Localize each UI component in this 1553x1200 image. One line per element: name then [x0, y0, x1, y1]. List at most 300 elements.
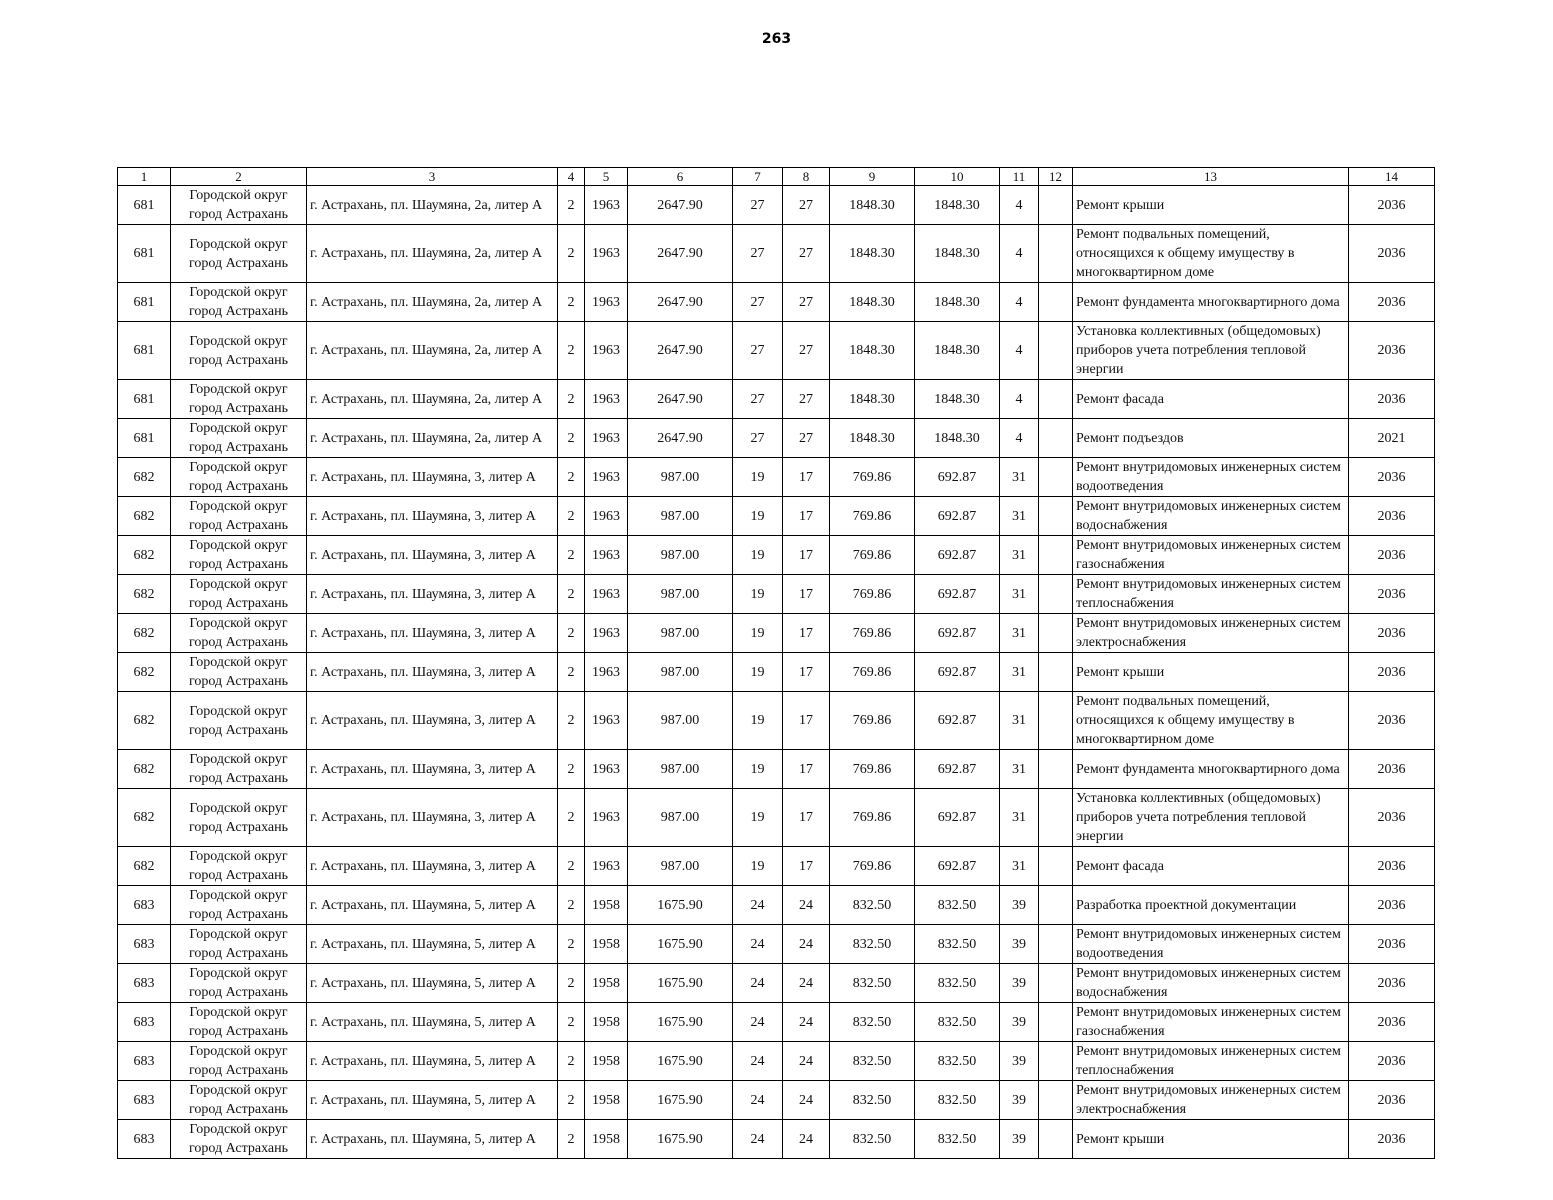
municipality-cell: Городской округ город Астрахань: [171, 1120, 307, 1159]
col-4-value-cell: 2: [558, 283, 585, 322]
col-11-value-cell: 4: [1000, 283, 1039, 322]
plan-year-cell: 2021: [1349, 419, 1435, 458]
col-10-value-cell: 692.87: [915, 614, 1000, 653]
municipality-cell: Городской округ город Астрахань: [171, 536, 307, 575]
col-7-value-cell: 19: [733, 789, 783, 847]
address-cell: г. Астрахань, пл. Шаумяна, 3, литер А: [307, 458, 558, 497]
col-11-value-cell: 39: [1000, 1042, 1039, 1081]
municipality-cell: Городской округ город Астрахань: [171, 458, 307, 497]
col-7-value-cell: 24: [733, 964, 783, 1003]
work-type-cell: Ремонт фундамента многоквартирного дома: [1073, 750, 1349, 789]
address-cell: г. Астрахань, пл. Шаумяна, 5, литер А: [307, 886, 558, 925]
table-row: [118, 789, 1435, 847]
build-year-cell: 1963: [585, 225, 628, 283]
address-cell: г. Астрахань, пл. Шаумяна, 2а, литер А: [307, 419, 558, 458]
row-number-cell: 682: [118, 653, 171, 692]
col-8-value-cell: 17: [783, 789, 830, 847]
col-8-value-cell: 17: [783, 536, 830, 575]
header-cell-8: 8: [783, 168, 830, 186]
col-12-value-cell: [1039, 653, 1073, 692]
col-6-value-cell: 987.00: [628, 458, 733, 497]
municipality-cell: Городской округ город Астрахань: [171, 322, 307, 380]
plan-year-cell: 2036: [1349, 964, 1435, 1003]
col-11-value-cell: 4: [1000, 186, 1039, 225]
col-12-value-cell: [1039, 886, 1073, 925]
page-number: 263: [761, 31, 792, 47]
col-6-value-cell: 2647.90: [628, 186, 733, 225]
table-row: [118, 847, 1435, 886]
col-9-value-cell: 769.86: [830, 653, 915, 692]
col-8-value-cell: 27: [783, 283, 830, 322]
table-row: [118, 536, 1435, 575]
col-12-value-cell: [1039, 458, 1073, 497]
work-type-cell: Ремонт подъездов: [1073, 419, 1349, 458]
build-year-cell: 1963: [585, 283, 628, 322]
table-row: [118, 614, 1435, 653]
col-9-value-cell: 769.86: [830, 750, 915, 789]
col-6-value-cell: 2647.90: [628, 322, 733, 380]
col-7-value-cell: 27: [733, 186, 783, 225]
col-11-value-cell: 39: [1000, 886, 1039, 925]
plan-year-cell: 2036: [1349, 458, 1435, 497]
row-number-cell: 683: [118, 886, 171, 925]
col-10-value-cell: 832.50: [915, 925, 1000, 964]
header-cell-12: 12: [1039, 168, 1073, 186]
address-cell: г. Астрахань, пл. Шаумяна, 3, литер А: [307, 575, 558, 614]
col-7-value-cell: 24: [733, 1120, 783, 1159]
row-number-cell: 683: [118, 1081, 171, 1120]
col-6-value-cell: 987.00: [628, 653, 733, 692]
address-cell: г. Астрахань, пл. Шаумяна, 2а, литер А: [307, 322, 558, 380]
row-number-cell: 681: [118, 322, 171, 380]
col-10-value-cell: 692.87: [915, 789, 1000, 847]
col-4-value-cell: 2: [558, 653, 585, 692]
col-6-value-cell: 1675.90: [628, 1081, 733, 1120]
header-cell-6: 6: [628, 168, 733, 186]
build-year-cell: 1958: [585, 1003, 628, 1042]
col-7-value-cell: 19: [733, 458, 783, 497]
table-row: [118, 653, 1435, 692]
col-12-value-cell: [1039, 964, 1073, 1003]
col-6-value-cell: 2647.90: [628, 225, 733, 283]
table-row: [118, 186, 1435, 225]
col-10-value-cell: 832.50: [915, 1042, 1000, 1081]
table-row: [118, 750, 1435, 789]
table-row: [118, 1003, 1435, 1042]
work-type-cell: Ремонт подвальных помещений, относящихся к общему имуществу в многоквартирном доме: [1073, 692, 1349, 750]
col-10-value-cell: 692.87: [915, 653, 1000, 692]
col-9-value-cell: 1848.30: [830, 225, 915, 283]
col-10-value-cell: 692.87: [915, 575, 1000, 614]
header-cell-14: 14: [1349, 168, 1435, 186]
col-4-value-cell: 2: [558, 1081, 585, 1120]
municipality-cell: Городской округ город Астрахань: [171, 380, 307, 419]
col-7-value-cell: 24: [733, 886, 783, 925]
table-row: [118, 692, 1435, 750]
col-9-value-cell: 1848.30: [830, 322, 915, 380]
row-number-cell: 683: [118, 925, 171, 964]
plan-year-cell: 2036: [1349, 575, 1435, 614]
plan-year-cell: 2036: [1349, 380, 1435, 419]
col-9-value-cell: 832.50: [830, 1042, 915, 1081]
col-9-value-cell: 769.86: [830, 692, 915, 750]
municipality-cell: Городской округ город Астрахань: [171, 964, 307, 1003]
table-row: [118, 1042, 1435, 1081]
plan-year-cell: 2036: [1349, 1003, 1435, 1042]
plan-year-cell: 2036: [1349, 1081, 1435, 1120]
header-cell-1: 1: [118, 168, 171, 186]
municipality-cell: Городской округ город Астрахань: [171, 1081, 307, 1120]
col-9-value-cell: 832.50: [830, 886, 915, 925]
col-10-value-cell: 692.87: [915, 692, 1000, 750]
address-cell: г. Астрахань, пл. Шаумяна, 5, литер А: [307, 925, 558, 964]
build-year-cell: 1963: [585, 419, 628, 458]
municipality-cell: Городской округ город Астрахань: [171, 750, 307, 789]
col-4-value-cell: 2: [558, 458, 585, 497]
col-8-value-cell: 27: [783, 380, 830, 419]
col-10-value-cell: 832.50: [915, 1120, 1000, 1159]
col-9-value-cell: 832.50: [830, 1081, 915, 1120]
col-10-value-cell: 1848.30: [915, 322, 1000, 380]
address-cell: г. Астрахань, пл. Шаумяна, 3, литер А: [307, 692, 558, 750]
address-cell: г. Астрахань, пл. Шаумяна, 2а, литер А: [307, 225, 558, 283]
table-row: [118, 1081, 1435, 1120]
col-9-value-cell: 769.86: [830, 575, 915, 614]
col-11-value-cell: 31: [1000, 575, 1039, 614]
col-7-value-cell: 19: [733, 653, 783, 692]
col-4-value-cell: 2: [558, 614, 585, 653]
build-year-cell: 1958: [585, 1120, 628, 1159]
plan-year-cell: 2036: [1349, 186, 1435, 225]
header-cell-2: 2: [171, 168, 307, 186]
build-year-cell: 1963: [585, 847, 628, 886]
col-6-value-cell: 987.00: [628, 614, 733, 653]
col-4-value-cell: 2: [558, 1003, 585, 1042]
build-year-cell: 1963: [585, 458, 628, 497]
col-11-value-cell: 4: [1000, 380, 1039, 419]
plan-year-cell: 2036: [1349, 692, 1435, 750]
build-year-cell: 1963: [585, 692, 628, 750]
col-8-value-cell: 27: [783, 419, 830, 458]
municipality-cell: Городской округ город Астрахань: [171, 497, 307, 536]
table-row: [118, 1120, 1435, 1159]
col-8-value-cell: 27: [783, 186, 830, 225]
col-8-value-cell: 17: [783, 497, 830, 536]
col-4-value-cell: 2: [558, 1042, 585, 1081]
plan-year-cell: 2036: [1349, 653, 1435, 692]
row-number-cell: 681: [118, 419, 171, 458]
col-7-value-cell: 19: [733, 497, 783, 536]
col-6-value-cell: 987.00: [628, 750, 733, 789]
col-10-value-cell: 1848.30: [915, 225, 1000, 283]
col-6-value-cell: 1675.90: [628, 925, 733, 964]
work-type-cell: Установка коллективных (общедомовых) приборов учета потребления тепловой энергии: [1073, 322, 1349, 380]
row-number-cell: 682: [118, 497, 171, 536]
col-11-value-cell: 31: [1000, 750, 1039, 789]
col-4-value-cell: 2: [558, 380, 585, 419]
col-11-value-cell: 31: [1000, 614, 1039, 653]
work-type-cell: Ремонт крыши: [1073, 1120, 1349, 1159]
build-year-cell: 1958: [585, 925, 628, 964]
col-7-value-cell: 27: [733, 283, 783, 322]
municipality-cell: Городской округ город Астрахань: [171, 847, 307, 886]
address-cell: г. Астрахань, пл. Шаумяна, 3, литер А: [307, 497, 558, 536]
col-8-value-cell: 17: [783, 847, 830, 886]
col-4-value-cell: 2: [558, 186, 585, 225]
work-type-cell: Ремонт внутридомовых инженерных систем водоотведения: [1073, 458, 1349, 497]
work-type-cell: Ремонт внутридомовых инженерных систем электроснабжения: [1073, 614, 1349, 653]
col-12-value-cell: [1039, 750, 1073, 789]
municipality-cell: Городской округ город Астрахань: [171, 419, 307, 458]
plan-year-cell: 2036: [1349, 1042, 1435, 1081]
col-6-value-cell: 1675.90: [628, 964, 733, 1003]
municipality-cell: Городской округ город Астрахань: [171, 283, 307, 322]
work-type-cell: Ремонт внутридомовых инженерных систем водоснабжения: [1073, 964, 1349, 1003]
build-year-cell: 1963: [585, 614, 628, 653]
build-year-cell: 1963: [585, 575, 628, 614]
col-8-value-cell: 17: [783, 653, 830, 692]
municipality-cell: Городской округ город Астрахань: [171, 186, 307, 225]
col-7-value-cell: 27: [733, 322, 783, 380]
col-6-value-cell: 1675.90: [628, 1120, 733, 1159]
municipality-cell: Городской округ город Астрахань: [171, 692, 307, 750]
table-row: [118, 964, 1435, 1003]
municipality-cell: Городской округ город Астрахань: [171, 1042, 307, 1081]
work-type-cell: Ремонт фундамента многоквартирного дома: [1073, 283, 1349, 322]
col-4-value-cell: 2: [558, 750, 585, 789]
address-cell: г. Астрахань, пл. Шаумяна, 3, литер А: [307, 750, 558, 789]
col-7-value-cell: 19: [733, 692, 783, 750]
plan-year-cell: 2036: [1349, 322, 1435, 380]
table-row: [118, 225, 1435, 283]
table-row: [118, 886, 1435, 925]
address-cell: г. Астрахань, пл. Шаумяна, 3, литер А: [307, 653, 558, 692]
row-number-cell: 683: [118, 1120, 171, 1159]
col-10-value-cell: 832.50: [915, 1003, 1000, 1042]
address-cell: г. Астрахань, пл. Шаумяна, 2а, литер А: [307, 186, 558, 225]
col-10-value-cell: 692.87: [915, 536, 1000, 575]
plan-year-cell: 2036: [1349, 750, 1435, 789]
col-12-value-cell: [1039, 225, 1073, 283]
col-8-value-cell: 24: [783, 1120, 830, 1159]
col-4-value-cell: 2: [558, 964, 585, 1003]
col-7-value-cell: 19: [733, 614, 783, 653]
col-4-value-cell: 2: [558, 419, 585, 458]
header-cell-3: 3: [307, 168, 558, 186]
work-type-cell: Ремонт внутридомовых инженерных систем теплоснабжения: [1073, 575, 1349, 614]
col-8-value-cell: 17: [783, 614, 830, 653]
row-number-cell: 682: [118, 614, 171, 653]
col-4-value-cell: 2: [558, 225, 585, 283]
col-12-value-cell: [1039, 614, 1073, 653]
col-7-value-cell: 19: [733, 536, 783, 575]
col-12-value-cell: [1039, 692, 1073, 750]
work-type-cell: Ремонт внутридомовых инженерных систем теплоснабжения: [1073, 1042, 1349, 1081]
col-11-value-cell: 39: [1000, 1081, 1039, 1120]
col-11-value-cell: 31: [1000, 653, 1039, 692]
build-year-cell: 1963: [585, 322, 628, 380]
col-8-value-cell: 17: [783, 575, 830, 614]
address-cell: г. Астрахань, пл. Шаумяна, 5, литер А: [307, 1081, 558, 1120]
col-12-value-cell: [1039, 925, 1073, 964]
work-type-cell: Ремонт подвальных помещений, относящихся к общему имуществу в многоквартирном доме: [1073, 225, 1349, 283]
col-8-value-cell: 24: [783, 886, 830, 925]
col-10-value-cell: 692.87: [915, 750, 1000, 789]
col-6-value-cell: 987.00: [628, 575, 733, 614]
work-type-cell: Ремонт внутридомовых инженерных систем водоотведения: [1073, 925, 1349, 964]
col-7-value-cell: 24: [733, 1003, 783, 1042]
col-8-value-cell: 27: [783, 322, 830, 380]
plan-year-cell: 2036: [1349, 497, 1435, 536]
col-12-value-cell: [1039, 283, 1073, 322]
col-11-value-cell: 4: [1000, 322, 1039, 380]
plan-year-cell: 2036: [1349, 536, 1435, 575]
plan-year-cell: 2036: [1349, 847, 1435, 886]
col-9-value-cell: 769.86: [830, 458, 915, 497]
col-12-value-cell: [1039, 419, 1073, 458]
col-8-value-cell: 24: [783, 964, 830, 1003]
build-year-cell: 1963: [585, 380, 628, 419]
col-9-value-cell: 769.86: [830, 847, 915, 886]
table-row: [118, 925, 1435, 964]
row-number-cell: 682: [118, 692, 171, 750]
col-10-value-cell: 692.87: [915, 458, 1000, 497]
build-year-cell: 1963: [585, 750, 628, 789]
col-12-value-cell: [1039, 1081, 1073, 1120]
header-cell-9: 9: [830, 168, 915, 186]
build-year-cell: 1958: [585, 1081, 628, 1120]
col-9-value-cell: 1848.30: [830, 380, 915, 419]
table-row: [118, 575, 1435, 614]
col-7-value-cell: 24: [733, 925, 783, 964]
col-12-value-cell: [1039, 186, 1073, 225]
col-6-value-cell: 1675.90: [628, 1042, 733, 1081]
build-year-cell: 1963: [585, 789, 628, 847]
col-11-value-cell: 31: [1000, 847, 1039, 886]
table-row: [118, 283, 1435, 322]
col-9-value-cell: 769.86: [830, 497, 915, 536]
address-cell: г. Астрахань, пл. Шаумяна, 5, литер А: [307, 1120, 558, 1159]
col-9-value-cell: 769.86: [830, 614, 915, 653]
col-11-value-cell: 39: [1000, 964, 1039, 1003]
header-cell-7: 7: [733, 168, 783, 186]
table-row: [118, 419, 1435, 458]
plan-year-cell: 2036: [1349, 886, 1435, 925]
col-4-value-cell: 2: [558, 497, 585, 536]
col-7-value-cell: 19: [733, 575, 783, 614]
col-7-value-cell: 19: [733, 750, 783, 789]
col-4-value-cell: 2: [558, 692, 585, 750]
build-year-cell: 1958: [585, 1042, 628, 1081]
col-11-value-cell: 31: [1000, 789, 1039, 847]
col-11-value-cell: 39: [1000, 1120, 1039, 1159]
plan-year-cell: 2036: [1349, 1120, 1435, 1159]
col-11-value-cell: 31: [1000, 692, 1039, 750]
col-9-value-cell: 832.50: [830, 1003, 915, 1042]
col-7-value-cell: 24: [733, 1081, 783, 1120]
table-header: [118, 168, 1435, 186]
col-6-value-cell: 987.00: [628, 497, 733, 536]
col-11-value-cell: 31: [1000, 458, 1039, 497]
plan-year-cell: 2036: [1349, 283, 1435, 322]
row-number-cell: 681: [118, 225, 171, 283]
header-cell-13: 13: [1073, 168, 1349, 186]
col-4-value-cell: 2: [558, 886, 585, 925]
col-7-value-cell: 27: [733, 419, 783, 458]
work-type-cell: Установка коллективных (общедомовых) приборов учета потребления тепловой энергии: [1073, 789, 1349, 847]
col-6-value-cell: 2647.90: [628, 283, 733, 322]
col-7-value-cell: 27: [733, 225, 783, 283]
col-9-value-cell: 769.86: [830, 789, 915, 847]
address-cell: г. Астрахань, пл. Шаумяна, 3, литер А: [307, 847, 558, 886]
table-row: [118, 458, 1435, 497]
municipality-cell: Городской округ город Астрахань: [171, 575, 307, 614]
municipality-cell: Городской округ город Астрахань: [171, 789, 307, 847]
col-6-value-cell: 1675.90: [628, 886, 733, 925]
row-number-cell: 682: [118, 575, 171, 614]
row-number-cell: 682: [118, 536, 171, 575]
col-9-value-cell: 769.86: [830, 536, 915, 575]
col-8-value-cell: 24: [783, 1081, 830, 1120]
col-4-value-cell: 2: [558, 322, 585, 380]
col-9-value-cell: 1848.30: [830, 419, 915, 458]
work-type-cell: Ремонт крыши: [1073, 186, 1349, 225]
municipality-cell: Городской округ город Астрахань: [171, 886, 307, 925]
col-4-value-cell: 2: [558, 1120, 585, 1159]
address-cell: г. Астрахань, пл. Шаумяна, 2а, литер А: [307, 380, 558, 419]
col-9-value-cell: 832.50: [830, 1120, 915, 1159]
col-8-value-cell: 24: [783, 1042, 830, 1081]
address-cell: г. Астрахань, пл. Шаумяна, 2а, литер А: [307, 283, 558, 322]
col-10-value-cell: 1848.30: [915, 380, 1000, 419]
municipality-cell: Городской округ город Астрахань: [171, 614, 307, 653]
col-6-value-cell: 987.00: [628, 536, 733, 575]
col-4-value-cell: 2: [558, 789, 585, 847]
row-number-cell: 681: [118, 186, 171, 225]
col-9-value-cell: 832.50: [830, 964, 915, 1003]
table-body: [118, 186, 1435, 1159]
col-12-value-cell: [1039, 536, 1073, 575]
table-row: [118, 497, 1435, 536]
municipality-cell: Городской округ город Астрахань: [171, 1003, 307, 1042]
col-8-value-cell: 17: [783, 458, 830, 497]
repair-program-table: [117, 167, 1435, 1159]
col-11-value-cell: 31: [1000, 536, 1039, 575]
col-10-value-cell: 832.50: [915, 1081, 1000, 1120]
col-6-value-cell: 2647.90: [628, 419, 733, 458]
col-8-value-cell: 24: [783, 925, 830, 964]
work-type-cell: Ремонт фасада: [1073, 847, 1349, 886]
work-type-cell: Разработка проектной документации: [1073, 886, 1349, 925]
address-cell: г. Астрахань, пл. Шаумяна, 3, литер А: [307, 536, 558, 575]
row-number-cell: 682: [118, 750, 171, 789]
work-type-cell: Ремонт внутридомовых инженерных систем водоснабжения: [1073, 497, 1349, 536]
col-9-value-cell: 832.50: [830, 925, 915, 964]
col-12-value-cell: [1039, 497, 1073, 536]
table-row: [118, 380, 1435, 419]
row-number-cell: 682: [118, 458, 171, 497]
address-cell: г. Астрахань, пл. Шаумяна, 3, литер А: [307, 789, 558, 847]
build-year-cell: 1963: [585, 497, 628, 536]
col-10-value-cell: 1848.30: [915, 419, 1000, 458]
build-year-cell: 1958: [585, 964, 628, 1003]
work-type-cell: Ремонт фасада: [1073, 380, 1349, 419]
col-12-value-cell: [1039, 322, 1073, 380]
col-6-value-cell: 987.00: [628, 692, 733, 750]
build-year-cell: 1963: [585, 186, 628, 225]
header-cell-11: 11: [1000, 168, 1039, 186]
plan-year-cell: 2036: [1349, 225, 1435, 283]
